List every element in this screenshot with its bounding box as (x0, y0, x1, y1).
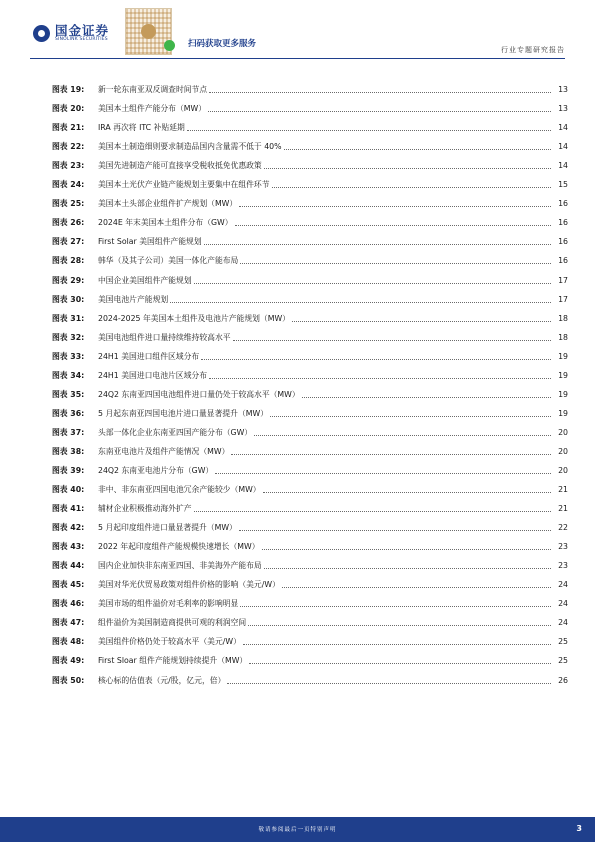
toc-entry[interactable] (52, 609, 568, 628)
toc-page-number: 19 (558, 351, 568, 361)
toc-dot-leader (272, 187, 551, 188)
toc-dot-leader (284, 149, 551, 150)
toc-entry[interactable] (52, 590, 568, 609)
toc-dot-leader (170, 302, 551, 303)
toc-figure-title: 辅材企业积极推动海外扩产 (98, 504, 192, 514)
toc-figure-number: 图表 41: (52, 504, 85, 514)
toc-dot-leader (264, 168, 551, 169)
toc-entry[interactable] (52, 647, 568, 666)
toc-figure-number: 图表 21: (52, 123, 85, 133)
toc-dot-leader (249, 663, 551, 664)
toc-figure-title: 美国组件价格仍处于较高水平（美元/W） (98, 637, 241, 647)
toc-figure-title: 美国本土光伏产业链产能规划主要集中在组件环节 (98, 180, 270, 190)
toc-dot-leader (194, 283, 551, 284)
logo-text (55, 24, 109, 43)
toc-dot-leader (254, 435, 551, 436)
toc-figure-title: 美国对华光伏贸易政策对组件价格的影响（美元/W） (98, 580, 280, 590)
toc-figure-title: 核心标的估值表（元/股，亿元，倍） (98, 675, 226, 685)
toc-dot-leader (187, 130, 551, 131)
toc-entry[interactable] (52, 628, 568, 647)
toc-figure-title: 24Q2 东南亚四国电池组件进口量仍处于较高水平（MW） (98, 389, 300, 399)
toc-entry[interactable] (52, 95, 568, 114)
toc-figure-title: 东南亚电池片及组件产能情况（MW） (98, 446, 230, 456)
toc-entry[interactable] (52, 533, 568, 552)
toc-figure-number: 图表 28: (52, 256, 85, 266)
toc-figure-number: 图表 26: (52, 218, 85, 228)
toc-entry[interactable] (52, 266, 568, 285)
toc-page-number: 23 (558, 542, 568, 552)
toc-page-number: 13 (558, 104, 568, 114)
toc-entry[interactable] (52, 495, 568, 514)
toc-page-number: 20 (558, 427, 568, 437)
toc-dot-leader (263, 492, 551, 493)
toc-figure-number: 图表 19: (52, 85, 85, 95)
toc-entry[interactable] (52, 209, 568, 228)
toc-figure-number: 图表 45: (52, 580, 85, 590)
toc-figure-title: 5 月起印度组件进口量显著提升（MW） (98, 523, 237, 533)
toc-entry[interactable] (52, 152, 568, 171)
toc-figure-number: 图表 30: (52, 294, 85, 304)
toc-entry[interactable] (52, 343, 568, 362)
toc-page-number: 24 (558, 580, 568, 590)
toc-figure-title: 24H1 美国进口电池片区域分布 (98, 370, 207, 380)
toc-dot-leader (240, 263, 551, 264)
toc-figure-title: 美国市场的组件溢价对毛利率的影响明显 (98, 599, 239, 609)
toc-figure-number: 图表 50: (52, 675, 85, 685)
toc-entry[interactable] (52, 438, 568, 457)
toc-figure-number: 图表 33: (52, 351, 85, 361)
toc-figure-number: 图表 38: (52, 446, 85, 456)
toc-entry[interactable] (52, 381, 568, 400)
toc-page-number: 16 (558, 218, 568, 228)
company-name-en: SINOLINK SECURITIES (55, 37, 108, 42)
toc-figure-title: 美国本土头部企业组件扩产规划（MW） (98, 199, 238, 209)
sinolink-logo-icon (33, 25, 50, 42)
toc-figure-number: 图表 32: (52, 332, 85, 342)
page-header (0, 0, 595, 60)
toc-dot-leader (209, 92, 551, 93)
toc-figure-title: 美国本土制造细则要求制造品国内含量需不低于 40% (98, 142, 282, 152)
toc-dot-leader (215, 473, 551, 474)
toc-entry[interactable] (52, 476, 568, 495)
toc-entry[interactable] (52, 171, 568, 190)
toc-page-number: 16 (558, 256, 568, 266)
toc-dot-leader (243, 644, 551, 645)
toc-dot-leader (302, 397, 551, 398)
toc-dot-leader (264, 568, 551, 569)
toc-page-number: 19 (558, 370, 568, 380)
toc-entry[interactable] (52, 571, 568, 590)
toc-figure-number: 图表 42: (52, 523, 85, 533)
toc-figure-title: 组件溢价为美国制造商提供可观的利润空间 (98, 618, 247, 628)
toc-figure-number: 图表 22: (52, 142, 85, 152)
toc-page-number: 17 (558, 294, 568, 304)
toc-figure-number: 图表 24: (52, 180, 85, 190)
qr-center-mark (141, 24, 156, 39)
toc-page-number: 22 (558, 523, 568, 533)
header-divider (30, 58, 565, 59)
toc-page-number: 17 (558, 275, 568, 285)
toc-figure-number: 图表 44: (52, 561, 85, 571)
toc-entry[interactable] (52, 457, 568, 476)
toc-entry[interactable] (52, 362, 568, 381)
toc-dot-leader (239, 206, 551, 207)
toc-figure-number: 图表 46: (52, 599, 85, 609)
toc-figure-title: First Solar 美国组件产能规划 (98, 237, 202, 247)
toc-dot-leader (239, 530, 551, 531)
toc-figure-number: 图表 25: (52, 199, 85, 209)
toc-figure-number: 图表 27: (52, 237, 85, 247)
toc-entry[interactable] (52, 133, 568, 152)
page-number: 3 (576, 824, 582, 833)
toc-figure-number: 图表 20: (52, 104, 85, 114)
toc-figure-title: 24Q2 东南亚电池片分布（GW） (98, 465, 214, 475)
toc-page-number: 21 (558, 485, 568, 495)
toc-figure-title: 美国本土组件产能分布（MW） (98, 104, 206, 114)
toc-entry[interactable] (52, 190, 568, 209)
toc-page-number: 21 (558, 504, 568, 514)
toc-figure-number: 图表 39: (52, 465, 85, 475)
toc-dot-leader (194, 511, 551, 512)
toc-figure-title: 韩华（及其子公司）美国一体化产能布局 (98, 256, 239, 266)
toc-figure-number: 图表 40: (52, 485, 85, 495)
toc-page-number: 25 (558, 637, 568, 647)
toc-figure-title: 2022 年起印度组件产能规模快速增长（MW） (98, 542, 260, 552)
toc-figure-title: IRA 再次将 ITC 补贴延期 (98, 123, 185, 133)
toc-dot-leader (231, 454, 551, 455)
toc-dot-leader (282, 587, 551, 588)
toc-figure-title: 非中、非东南亚四国电池冗余产能较少（MW） (98, 485, 261, 495)
toc-dot-leader (233, 340, 551, 341)
toc-figure-title: 新一轮东南亚双反调查时间节点 (98, 85, 208, 95)
toc-dot-leader (227, 683, 551, 684)
toc-dot-leader (208, 111, 551, 112)
toc-entry[interactable] (52, 514, 568, 533)
toc-dot-leader (262, 549, 551, 550)
toc-page-number: 16 (558, 199, 568, 209)
toc-page-number: 14 (558, 161, 568, 171)
toc-page-number: 25 (558, 656, 568, 666)
toc-figure-number: 图表 35: (52, 389, 85, 399)
toc-entry[interactable] (52, 552, 568, 571)
toc-dot-leader (292, 321, 551, 322)
toc-entry[interactable] (52, 76, 568, 95)
toc-page-number: 18 (558, 332, 568, 342)
toc-figure-title: 头部一体化企业东南亚四国产能分布（GW） (98, 427, 253, 437)
toc-figure-number: 图表 36: (52, 408, 85, 418)
toc-page-number: 13 (558, 85, 568, 95)
footer-disclaimer-notice: 敬请参阅最后一页特别声明 (258, 827, 337, 833)
toc-figure-title: 5 月起东南亚四国电池片进口量显著提升（MW） (98, 408, 269, 418)
toc-entry[interactable] (52, 228, 568, 247)
toc-dot-leader (204, 244, 551, 245)
toc-entry[interactable] (52, 419, 568, 438)
toc-page-number: 16 (558, 237, 568, 247)
toc-figure-title: 2024-2025 年美国本土组件及电池片产能规划（MW） (98, 313, 290, 323)
toc-entry[interactable] (52, 305, 568, 324)
toc-figure-title: 美国电池组件进口量持续维持较高水平 (98, 332, 231, 342)
toc-page-number: 24 (558, 618, 568, 628)
toc-figure-number: 图表 49: (52, 656, 85, 666)
toc-figure-number: 图表 48: (52, 637, 85, 647)
company-logo (33, 24, 109, 43)
table-of-figures (52, 76, 568, 686)
scan-for-services-text: 扫码获取更多服务 (188, 39, 257, 49)
toc-figure-number: 图表 47: (52, 618, 85, 628)
toc-figure-number: 图表 43: (52, 542, 85, 552)
toc-dot-leader (209, 378, 551, 379)
toc-figure-number: 图表 29: (52, 275, 85, 285)
toc-figure-title: 美国先进制造产能可直接享受税收抵免优惠政策 (98, 161, 262, 171)
toc-figure-title: First Sloar 组件产能规划持续提升（MW） (98, 656, 248, 666)
toc-page-number: 20 (558, 446, 568, 456)
toc-entry[interactable] (52, 114, 568, 133)
company-name-cn: 国金证券 (55, 23, 110, 38)
toc-entry[interactable] (52, 400, 568, 419)
toc-figure-title: 中国企业美国组件产能规划 (98, 275, 192, 285)
toc-figure-title: 美国电池片产能规划 (98, 294, 169, 304)
toc-figure-title: 2024E 年末美国本土组件分布（GW） (98, 218, 233, 228)
toc-entry[interactable] (52, 286, 568, 305)
toc-page-number: 14 (558, 142, 568, 152)
toc-page-number: 14 (558, 123, 568, 133)
toc-dot-leader (235, 225, 551, 226)
toc-entry[interactable] (52, 666, 568, 685)
toc-dot-leader (270, 416, 551, 417)
toc-entry[interactable] (52, 324, 568, 343)
report-type-label: 行业专题研究报告 (501, 46, 565, 54)
toc-dot-leader (201, 359, 551, 360)
toc-figure-number: 图表 31: (52, 313, 85, 323)
toc-page-number: 19 (558, 408, 568, 418)
toc-dot-leader (240, 606, 551, 607)
wechat-icon (164, 40, 175, 51)
toc-figure-number: 图表 34: (52, 370, 85, 380)
toc-figure-title: 24H1 美国进口组件区域分布 (98, 351, 200, 361)
toc-dot-leader (248, 625, 551, 626)
toc-figure-title: 国内企业加快非东南亚四国、非美海外产能布局 (98, 561, 262, 571)
toc-page-number: 24 (558, 599, 568, 609)
toc-page-number: 15 (558, 180, 568, 190)
toc-page-number: 23 (558, 561, 568, 571)
toc-figure-number: 图表 23: (52, 161, 85, 171)
toc-entry[interactable] (52, 247, 568, 266)
toc-page-number: 20 (558, 465, 568, 475)
toc-figure-number: 图表 37: (52, 427, 85, 437)
toc-page-number: 19 (558, 389, 568, 399)
toc-page-number: 18 (558, 313, 568, 323)
toc-page-number: 26 (558, 675, 568, 685)
